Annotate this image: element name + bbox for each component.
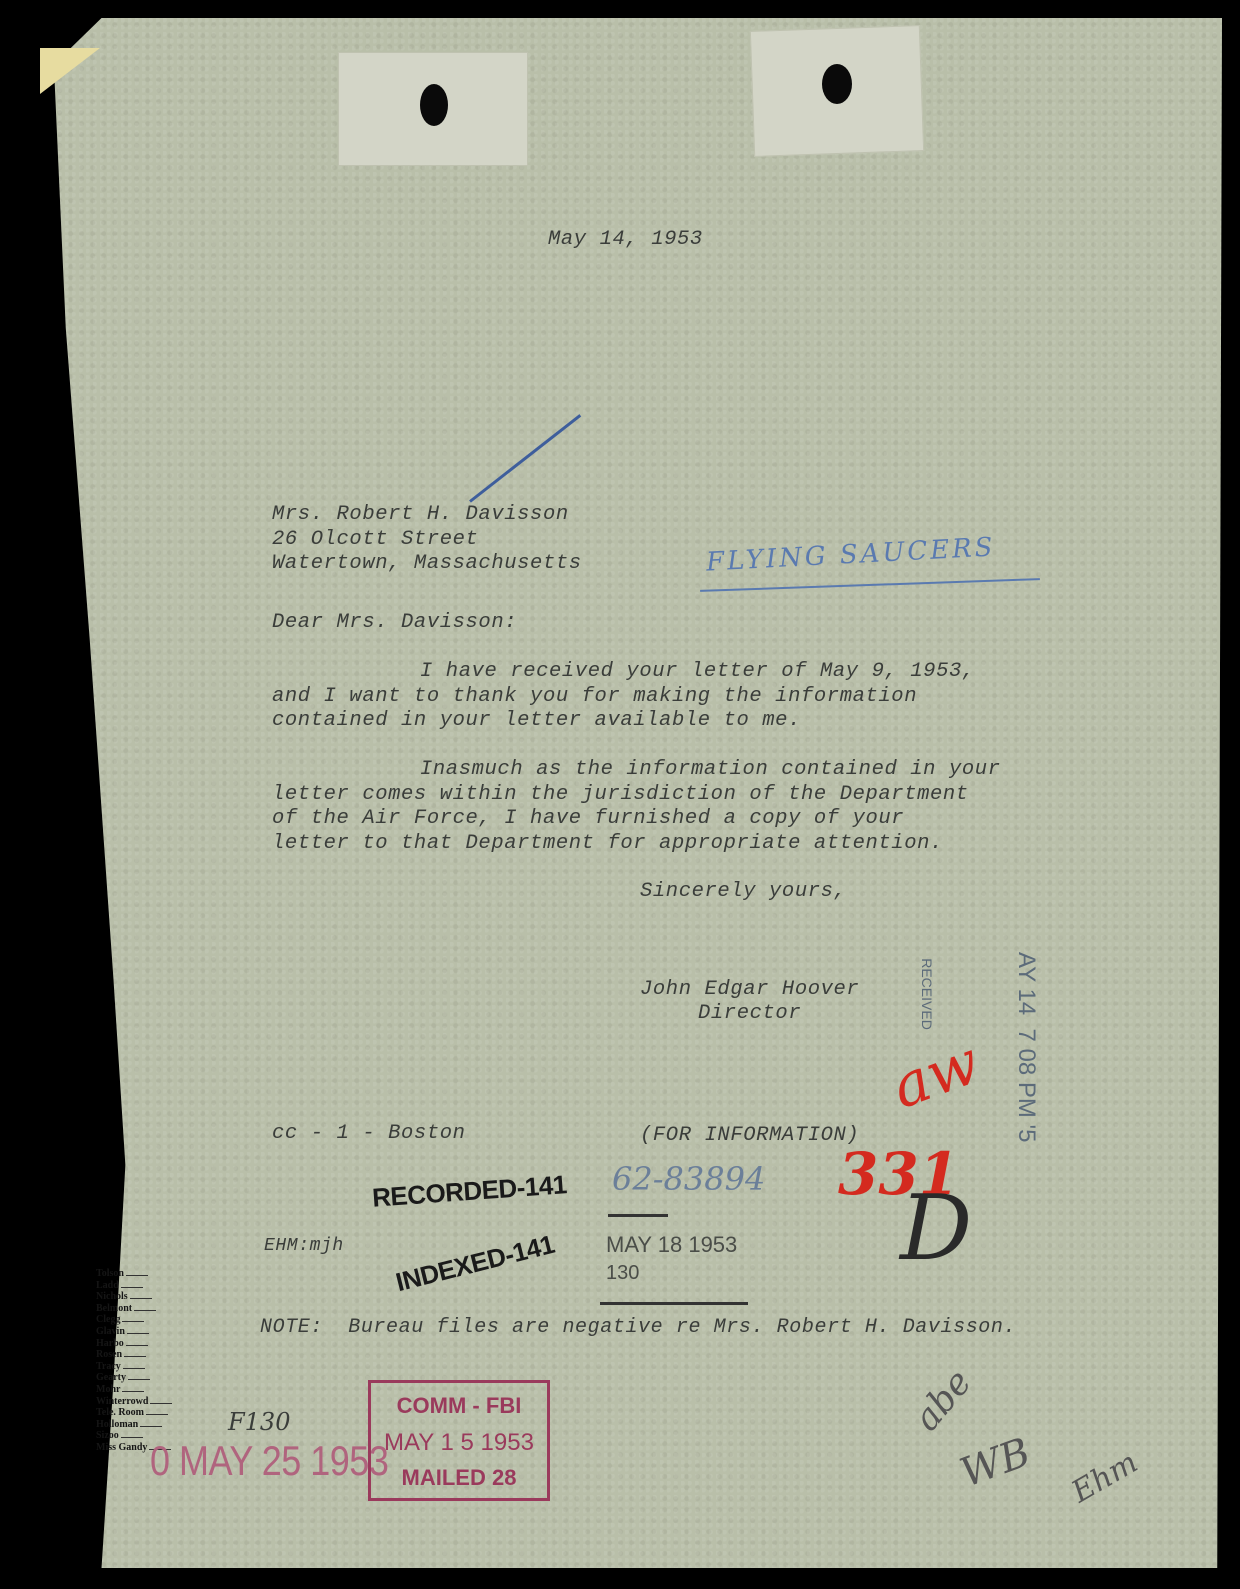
folded-corner	[40, 48, 100, 94]
paragraph-1-line-3: contained in your letter available to me.	[272, 709, 801, 732]
paragraph-2-line-3: of the Air Force, I have furnished a copy of your	[272, 807, 905, 830]
paragraph-2-line-1: Inasmuch as the information contained in your	[420, 758, 1001, 781]
date-stamp: MAY 18 1953	[606, 1232, 738, 1257]
letter-date: May 14, 1953	[548, 228, 703, 251]
closing: Sincerely yours,	[640, 880, 847, 903]
date-stamp-rule	[600, 1302, 748, 1305]
routing-item: Tele. Room	[96, 1407, 176, 1419]
comm-fbi-line-3: MAILED 28	[401, 1465, 517, 1490]
routing-item: Winterrowd	[96, 1396, 176, 1408]
received-label: RECEIVED	[919, 958, 935, 1030]
may-25-stamp: 0 MAY 25 1953	[150, 1436, 389, 1484]
address-line-1: Mrs. Robert H. Davisson	[272, 503, 569, 526]
routing-item: Holloman	[96, 1419, 176, 1431]
typist-initials: EHM:mjh	[264, 1236, 344, 1256]
comm-fbi-line-2: MAY 1 5 1953	[384, 1429, 534, 1456]
file-number: 62-83894	[612, 1160, 766, 1198]
routing-item: Miss Gandy	[96, 1442, 176, 1454]
routing-list	[96, 1268, 176, 1454]
pencil-initials-2: abe	[906, 1362, 980, 1439]
salutation: Dear Mrs. Davisson:	[272, 611, 518, 634]
punch-hole-right	[822, 64, 852, 104]
for-information: (FOR INFORMATION)	[640, 1124, 860, 1147]
comm-fbi-line-1: COMM - FBI	[396, 1393, 522, 1418]
address-line-2: 26 Olcott Street	[272, 527, 479, 551]
routing-item: Harbo	[96, 1338, 176, 1350]
routing-item: Belmont	[96, 1303, 176, 1315]
received-stamp	[916, 946, 968, 1030]
paragraph-1-line-2: and I want to thank you for making the information	[272, 684, 918, 708]
routing-item: Gearty	[96, 1372, 176, 1384]
date-stamp-sub: 130	[606, 1262, 640, 1284]
routing-item: Sizoo	[96, 1430, 176, 1442]
signature-title: Director	[698, 1002, 802, 1025]
comm-fbi-stamp	[368, 1380, 550, 1501]
note-line: NOTE: Bureau files are negative re Mrs. Robert H. Davisson.	[260, 1316, 1017, 1339]
indexed-stamp: INDEXED-141	[392, 1228, 558, 1298]
file-number-underline	[608, 1214, 668, 1217]
paragraph-2	[272, 758, 1001, 856]
routing-item: Tolson	[96, 1268, 176, 1280]
paragraph-1	[272, 660, 975, 734]
pencil-initials-3: WB	[954, 1429, 1037, 1497]
pencil-initials-1: D	[900, 1176, 973, 1281]
pencil-initials-4: Ehm	[1065, 1444, 1144, 1511]
paragraph-1-line-1: I have received your letter of May 9, 1953,	[420, 660, 975, 683]
recorded-stamp: RECORDED-141	[371, 1169, 568, 1213]
address-block	[272, 503, 582, 577]
routing-item: Mohr	[96, 1384, 176, 1396]
red-initials: aw	[882, 1027, 989, 1123]
cc-line: cc - 1 - Boston	[272, 1122, 466, 1145]
flying-saucers-annotation: FLYING SAUCERS	[705, 532, 997, 578]
signature-name: John Edgar Hoover	[640, 978, 860, 1001]
serial-number: 331	[838, 1140, 960, 1208]
routing-item: Rosen	[96, 1349, 176, 1361]
routing-item: Ladd	[96, 1280, 176, 1292]
punch-hole-left	[420, 84, 448, 126]
received-time-stamp: AY 14 7 08 PM '5	[1013, 952, 1040, 1143]
routing-item: Nichols	[96, 1291, 176, 1303]
f130-annotation: F130	[228, 1408, 291, 1436]
routing-item: Tracy	[96, 1361, 176, 1373]
paragraph-2-line-2: letter comes within the jurisdiction of the Department	[272, 782, 969, 806]
routing-item: Glavin	[96, 1326, 176, 1338]
routing-item: Clegg	[96, 1314, 176, 1326]
address-line-3: Watertown, Massachusetts	[272, 552, 582, 575]
paragraph-2-line-4: letter to that Department for appropriate attention.	[272, 831, 943, 855]
